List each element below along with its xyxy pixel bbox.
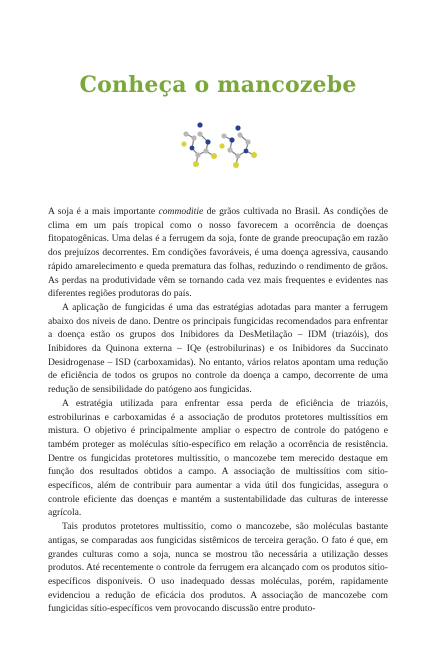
paragraph-1-text-start: A soja é a mais importante: [48, 206, 159, 217]
article-body: [48, 205, 388, 616]
paragraph-4: Tais produtos protetores multissítio, como o mancozebe, são moléculas bastante antigas, se comparadas aos fungicidas sistêmicos de terceira geração. O fato é que, em grandes culturas como a soja, nunca se mostrou tão necessária a utilização desses produtos. Até recentemente o controle da ferrugem era alcançado com os produtos sítio-específicos disponíveis. O uso inadequado dessas moléculas, porém, rapidamente evidenciou a redução de eficácia dos produtos. A associação de mancozebe com fungicidas sítio-específicos vem provocando discussão entre produto-: [48, 521, 388, 615]
page-title: Conheça o mancozebe: [79, 72, 357, 98]
paragraph-2: A aplicação de fungicidas é uma das estratégias adotadas para manter a ferrugem abaixo dos níveis de dano. Dentre os principais fungicidas recomendados para enfrentar a doença estão os grupos dos Inibidores da DesMetilação – IDM (triazóis), dos Inibidores da Quinona externa – IQe (estrobilurinas) e os Inibidores da Succinato Desidrogenase – ISD (carboxamidas). No entanto, vários relatos apontam uma redução de eficiência de todos os grupos no controle da doença a campo, decorrente de uma redução de sensibilidade do patógeno aos fungicidas.: [48, 301, 388, 396]
molecule-structure-icon: [178, 120, 260, 170]
paragraph-3: A estratégia utilizada para enfrentar essa perda de eficiência de triazóis, estrobilurinas e carboxamidas é a associação de produtos protetores multissítios em mistura. O objetivo é principalmente ampliar o espectro de controle do patógeno e também proteger as moléculas sítio-específico em relação a ocorrência de resistência. Dentre os fungicidas protetores multissítio, o mancozebe tem merecido destaque em função dos resultados obtidos a campo. A associação de multissítios com sítio-específicos, além de contribuir para aumentar a vida útil dos fungicidas, assegura o controle eficiente das doenças e mantém a sustentabilidade das culturas de interesse agrícola.: [48, 397, 388, 519]
paragraph-1-text-end: de grãos cultivada no Brasil. As condições de clima em um país tropical como o nosso favorecem a ocorrência de doenças fitopatogênicas. Uma delas é a ferrugem da soja, fonte de grande preocupação em razão dos prejuízos decorrentes. Em condições favoráveis, é uma doença agressiva, causando rápido amarelecimento e queda prematura das folhas, reduzindo o rendimento de grãos. As perdas na produtividade vêm se tornando cada vez mais frequentes e evidentes nas diferentes regiões produtoras do país.: [48, 206, 388, 300]
paragraph-1: [48, 205, 388, 301]
paragraph-1-italic-term: commoditie: [158, 206, 204, 217]
